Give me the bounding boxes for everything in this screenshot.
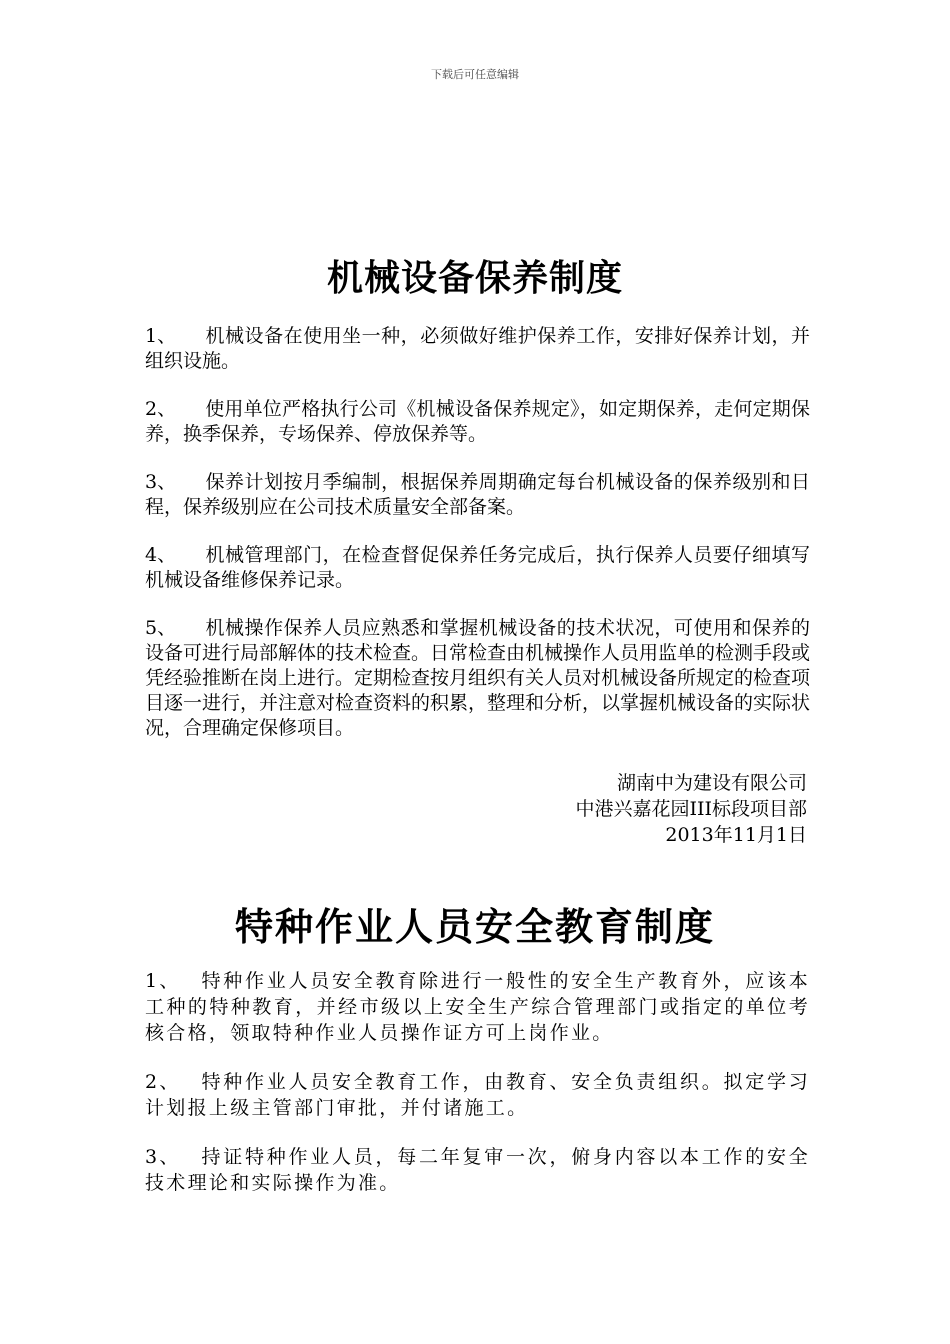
doc2-title: 特种作业人员安全教育制度 — [234, 904, 715, 949]
item-text: 机械设备在使用坐一种，必须做好维护保养工作，安排好保养计划，并组织设施。 — [145, 325, 810, 372]
header-note: 下载后可任意编辑 — [431, 68, 519, 81]
item-text: 使用单位严格执行公司《机械设备保养规定》，如定期保养，走何定期保养，换季保养，专场保养、停放保养等。 — [145, 398, 810, 445]
item-text: 保养计划按月季编制，根据保养周期确定每台机械设备的保养级别和日程，保养级别应在公司技术质量安全部备案。 — [145, 471, 810, 518]
doc1-item-3 — [145, 470, 810, 520]
item-number: 4、 — [145, 544, 177, 566]
signature-company: 湖南中为建设有限公司 — [616, 772, 807, 794]
item-number: 2、 — [145, 398, 177, 420]
signature-date: 2013年11月1日 — [665, 824, 807, 846]
item-text: 机械操作保养人员应熟悉和掌握机械设备的技术状况，可使用和保养的设备可进行局部解体的技术检查。日常检查由机械操作人员用监单的检测手段或凭经验推断在岗上进行。定期检查按月组织有关人员对机械设备所规定的检查项目逐一进行，并注意对检查资料的积累，整理和分析，以掌握机械设备的实际状况，合理确定保修项目。 — [145, 617, 811, 739]
doc1-body — [145, 324, 810, 741]
item-number: 1、 — [145, 970, 181, 992]
doc1-item-1 — [145, 324, 810, 374]
item-number: 1、 — [145, 325, 177, 347]
doc2-item-1 — [145, 968, 810, 1046]
doc2-item-3 — [145, 1144, 810, 1196]
item-text: 特种作业人员安全教育除进行一般性的安全生产教育外，应该本工种的特种教育，并经市级以上安全生产综合管理部门或指定的单位考核合格，领取特种作业人员操作证方可上岗作业。 — [145, 970, 810, 1044]
doc1-item-5 — [145, 616, 810, 741]
doc1-item-2 — [145, 397, 810, 447]
item-text: 特种作业人员安全教育工作，由教育、安全负责组织。拟定学习计划报上级主管部门审批，并付诸施工。 — [145, 1071, 810, 1119]
item-text: 机械管理部门，在检查督促保养任务完成后，执行保养人员要仔细填写机械设备维修保养记录。 — [145, 544, 810, 591]
signature-department: 中港兴嘉花园III标段项目部 — [575, 798, 807, 820]
doc1-signature — [575, 770, 807, 848]
item-number: 3、 — [145, 1146, 181, 1168]
item-number: 2、 — [145, 1071, 181, 1093]
doc1-title: 机械设备保养制度 — [326, 257, 623, 299]
doc1-item-4 — [145, 543, 810, 593]
doc2-body — [145, 968, 810, 1219]
doc2-item-2 — [145, 1069, 810, 1121]
item-number: 3、 — [145, 471, 177, 493]
item-number: 5、 — [145, 617, 177, 639]
item-text: 持证特种作业人员，每二年复审一次，俯身内容以本工作的安全技术理论和实际操作为准。 — [145, 1146, 810, 1194]
